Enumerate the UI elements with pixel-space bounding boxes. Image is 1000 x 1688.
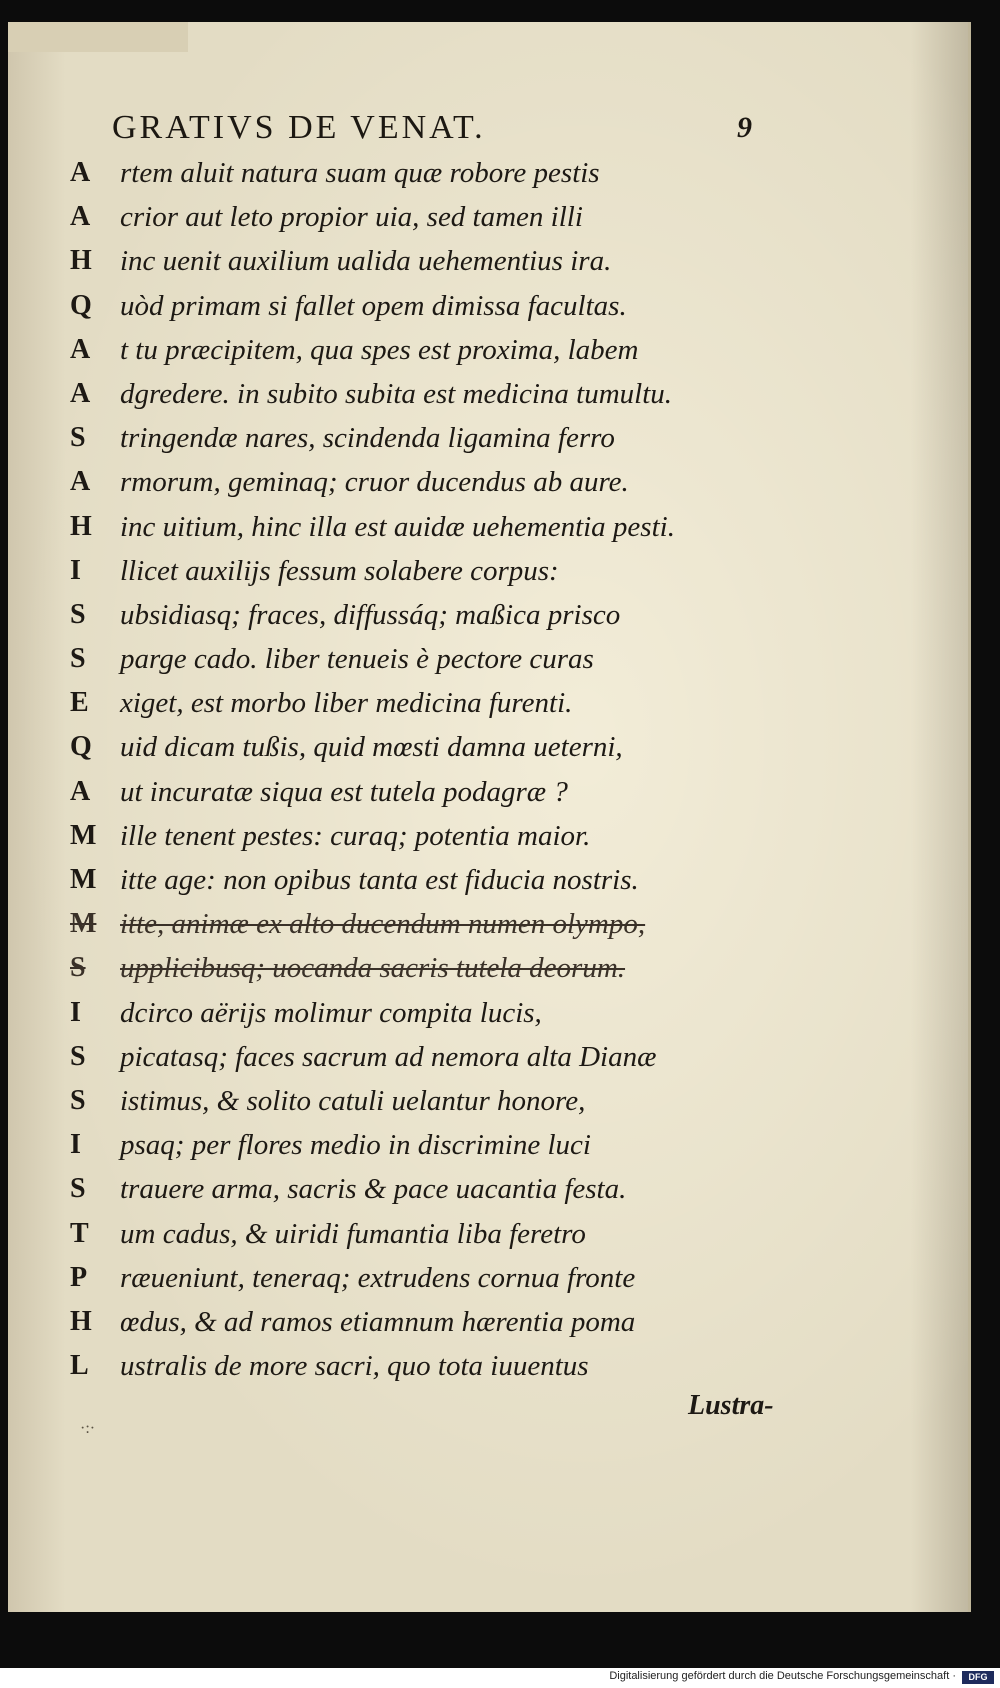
verse-line [70,194,750,238]
verse-text: rmorum, geminaq; cruor ducendus ab aure. [120,466,629,499]
verse-initial: I [70,1129,81,1161]
verse-line [70,680,750,724]
verse-text: ut incuratæ siqua est tutela podagræ ? [120,775,568,808]
verse-text: dgredere. in subito subita est medicina tumultu. [120,377,673,410]
verse-initial: L [70,1350,89,1382]
verse-line [70,945,750,989]
verse-text: xiget, est morbo liber medicina furenti. [120,687,573,720]
verse-initial: A [70,466,91,498]
verse-line [70,415,750,459]
verse-line [70,1122,750,1166]
verse-initial: I [70,996,81,1028]
verse-initial: S [70,952,86,984]
verse-text: ustralis de more sacri, quo tota iuuentus [120,1350,589,1383]
stray-ink-mark: ·:· [80,1420,96,1437]
verse-line [70,1078,750,1122]
verse-initial: P [70,1261,88,1293]
verse-line [70,990,750,1034]
verse-line [70,1255,750,1299]
verse-initial: A [70,377,91,409]
digitization-credit: Digitalisierung gefördert durch die Deutsche Forschungsgemeinschaft · [609,1670,956,1682]
page-header [112,106,752,150]
verse-text: ille tenent pestes: curaq; potentia maior. [120,819,591,852]
verse-line [70,724,750,768]
running-title: GRATIVS DE VENAT. [112,109,486,146]
verse-text: picatasq; faces sacrum ad nemora alta Dianæ [120,1040,657,1073]
verse-line [70,1299,750,1343]
verse-text: inc uitium, hinc illa est auidæ uehementia pesti. [120,510,675,543]
verse-initial: T [70,1217,89,1249]
verse-line [70,813,750,857]
verse-initial: A [70,201,91,233]
verse-text: itte, animæ ex alto ducendum numen olympo, [120,908,646,941]
verse-text: llicet auxilijs fessum solabere corpus: [120,554,559,587]
verse-text: tringendæ nares, scindenda ligamina ferro [120,422,615,455]
verse-text: inc uenit auxilium ualida uehementius ira. [120,245,612,278]
verse-text: istimus, & solito catuli uelantur honore, [120,1084,586,1117]
verse-line [70,857,750,901]
verse-list [70,150,750,1387]
verse-line [70,371,750,415]
dfg-logo: DFG [962,1671,994,1684]
verse-initial: E [70,687,89,719]
verse-text: trauere arma, sacris & pace uacantia festa. [120,1173,627,1206]
verse-line [70,327,750,371]
verse-text: uòd primam si fallet opem dimissa facultas. [120,289,627,322]
verse-initial: A [70,775,91,807]
verse-text: rtem aluit natura suam quæ robore pestis [120,157,600,189]
verse-initial: H [70,1305,92,1337]
verse-text: itte age: non opibus tanta est fiducia nostris. [120,864,639,896]
verse-initial: Q [70,289,92,321]
verse-initial: M [70,908,97,940]
catchword: Lustra- [688,1390,774,1421]
verse-line [70,238,750,282]
verse-line [70,901,750,945]
verse-line [70,150,750,194]
page-edge-scrap [8,22,188,52]
verse-initial: I [70,554,81,586]
verse-text: œdus, & ad ramos etiamnum hærentia poma [120,1305,636,1338]
page-number: 9 [737,111,752,144]
verse-line [70,548,750,592]
verse-initial: S [70,598,86,630]
verse-initial: S [70,1173,86,1205]
verse-initial: S [70,643,86,675]
book-page [8,22,971,1612]
verse-line [70,1166,750,1210]
verse-text: parge cado. liber tenueis è pectore curas [120,643,594,676]
verse-initial: M [70,819,97,851]
verse-initial: M [70,864,97,895]
verse-initial: A [70,333,91,365]
verse-initial: H [70,245,92,277]
verse-text: t tu præcipitem, qua spes est proxima, labem [120,333,639,366]
verse-line [70,769,750,813]
footer-bar [0,1668,1000,1688]
verse-line [70,504,750,548]
verse-text: um cadus, & uiridi fumantia liba feretro [120,1217,586,1250]
verse-initial: H [70,510,92,542]
verse-line [70,636,750,680]
verse-line [70,283,750,327]
verse-initial: S [70,1084,86,1116]
verse-initial: Q [70,731,92,763]
verse-line [70,592,750,636]
verse-line [70,1343,750,1387]
verse-text: ræueniunt, teneraq; extrudens cornua fronte [120,1261,636,1294]
verse-text: psaq; per flores medio in discrimine luci [120,1129,591,1162]
verse-text: ubsidiasq; fraces, diffussáq; maßica prisco [120,598,621,631]
verse-text: dcirco aërijs molimur compita lucis, [120,996,542,1029]
verse-text: crior aut leto propior uia, sed tamen illi [120,201,583,234]
verse-text: upplicibusq; uocanda sacris tutela deorum. [120,952,626,985]
verse-initial: S [70,1040,86,1072]
verse-text: uid dicam tußis, quid mœsti damna ueterni, [120,731,623,764]
verse-initial: A [70,157,91,188]
verse-initial: S [70,422,86,454]
verse-line [70,1211,750,1255]
verse-line [70,1034,750,1078]
verse-line [70,459,750,503]
